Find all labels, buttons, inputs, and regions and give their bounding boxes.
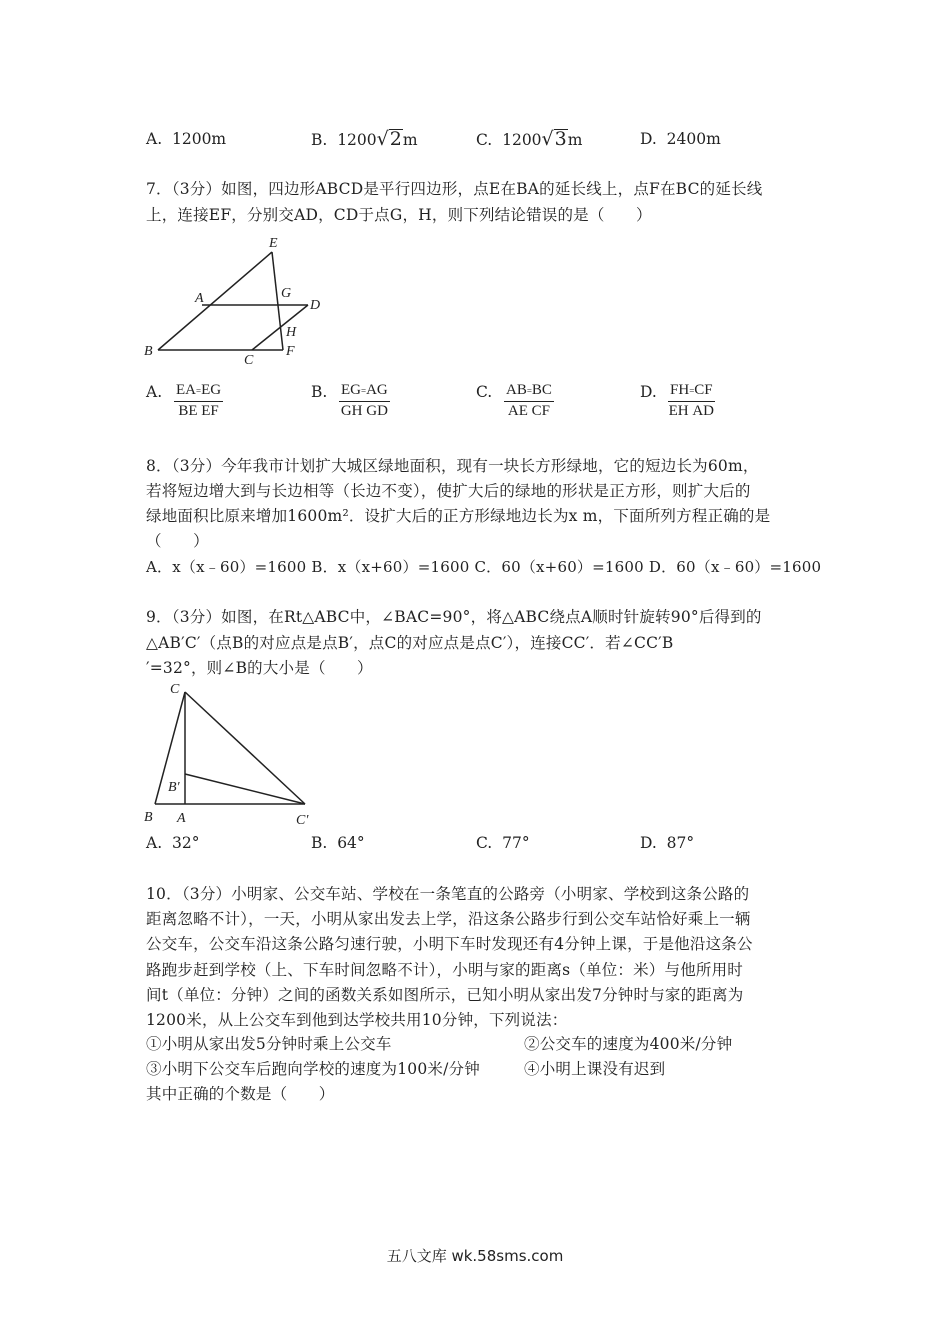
q10-text-line5: 间t（单位：分钟）之间的函数关系如图所示，已知小明从家出发7分钟时与家的距离为 <box>146 986 744 1004</box>
q7-text-line2: 上，连接EF，分别交AD，CD于点G，H，则下列结论错误的是（ ） <box>146 206 652 224</box>
q9-option-b: B. 64° <box>311 834 365 852</box>
q9-text-line2: △AB′C′（点B的对应点是点B′，点C的对应点是点C′），连接CC′．若∠CC′B <box>146 634 674 652</box>
q8-text-line1: 8．（3分）今年我市计划扩大城区绿地面积，现有一块长方形绿地，它的短边长为60m， <box>146 457 759 475</box>
label-F: F <box>286 344 295 359</box>
label-C-prime: C′ <box>296 813 309 828</box>
q10-text-line3: 公交车，公交车沿这条公路匀速行驶，小明下车时发现还有4分钟上课，于是他沿这条公 <box>146 935 753 953</box>
label-B-prime: B′ <box>168 780 180 795</box>
q10-statement-4: ④小明上课没有迟到 <box>524 1060 666 1078</box>
label-A: A <box>195 291 204 306</box>
q7-option-b-fraction: $\frac{EG=AG}{\text{GH GD}}$ <box>340 382 388 419</box>
label-E: E <box>269 236 278 251</box>
sqrt-symbol: √2 <box>376 128 402 150</box>
q7-option-b-label: B. <box>311 383 328 401</box>
q10-text-line6: 1200米，从上公交车到他到达学校共用10分钟，下列说法： <box>146 1011 568 1029</box>
q6-option-c: C. 1200√3m <box>476 128 583 150</box>
q6-option-d: D. 2400m <box>640 130 721 148</box>
line-BE <box>158 252 272 350</box>
q7-option-d-fraction: $\frac{FH=CF}{\text{EH AD}}$ <box>668 382 715 419</box>
q7-option-a-fraction: $\frac{EA=EG}{\text{BE EF}}$ <box>176 382 222 419</box>
q6-option-b: B. 1200√2m <box>311 128 418 150</box>
q10-statement-3: ③小明下公交车后跑向学校的速度为100米/分钟 <box>146 1060 480 1078</box>
q9-text-line3: ′=32°，则∠B的大小是（ ） <box>146 659 373 677</box>
q9-option-c: C. 77° <box>476 834 530 852</box>
sqrt-symbol: √3 <box>541 128 567 150</box>
q9-option-d: D. 87° <box>640 834 695 852</box>
q9-option-a: A. 32° <box>146 834 200 852</box>
label-G: G <box>281 286 292 301</box>
label-A: A <box>177 811 186 826</box>
q8-text-line4: （ ） <box>146 532 209 550</box>
footer-watermark: 五八文库 wk.58sms.com <box>386 1247 564 1265</box>
label-B: B <box>144 344 153 359</box>
q8-text-line3: 绿地面积比原来增加1600m²．设扩大后的正方形绿地边长为x m，下面所列方程正确的是 <box>146 507 771 525</box>
line-CC-prime <box>185 692 305 804</box>
label-C: C <box>170 682 180 697</box>
q10-statement-2: ②公交车的速度为400米/分钟 <box>524 1035 733 1053</box>
label-H: H <box>286 325 297 340</box>
q10-text-line7: 其中正确的个数是（ ） <box>146 1085 335 1103</box>
q8-text-line2: 若将短边增大到与长边相等（长边不变），使扩大后的绿地的形状是正方形，则扩大后的 <box>146 482 751 500</box>
q7-option-a-label: A. <box>146 383 163 401</box>
q9-text-line1: 9．（3分）如图，在Rt△ABC中，∠BAC=90°，将△ABC绕点A顺时针旋转90°后得到的 <box>146 608 762 626</box>
q7-text-line1: 7．（3分）如图，四边形ABCD是平行四边形，点E在BA的延长线上，点F在BC的延长线 <box>146 180 763 198</box>
q7-option-c-label: C. <box>476 383 493 401</box>
q10-text-line1: 10．（3分）小明家、公交车站、学校在一条笔直的公路旁（小明家、学校到这条公路的 <box>146 885 750 903</box>
line-B-prime-C-prime <box>185 774 305 804</box>
q7-parallelogram-figure <box>140 232 340 372</box>
q10-statement-1: ①小明从家出发5分钟时乘上公交车 <box>146 1035 392 1053</box>
label-D: D <box>310 298 321 313</box>
q8-options: A．x（x﹣60）=1600 B．x（x+60）=1600 C．60（x+60）=1600 D．60（x﹣60）=1600 <box>146 558 822 576</box>
q7-option-c-fraction: $\frac{AB=BC}{\text{AE CF}}$ <box>506 382 552 419</box>
label-B: B <box>144 810 153 825</box>
q6-option-a: A. 1200m <box>146 130 227 148</box>
q10-text-line4: 路跑步赶到学校（上、下车时间忽略不计），小明与家的距离s（单位：米）与他所用时 <box>146 961 744 979</box>
line-EF <box>272 252 283 350</box>
q10-text-line2: 距离忽略不计），一天，小明从家出发去上学，沿这条公路步行到公交车站恰好乘上一辆 <box>146 910 751 928</box>
q9-triangle-figure <box>140 678 330 828</box>
q7-option-d-label: D. <box>640 383 657 401</box>
label-C: C <box>244 353 254 368</box>
